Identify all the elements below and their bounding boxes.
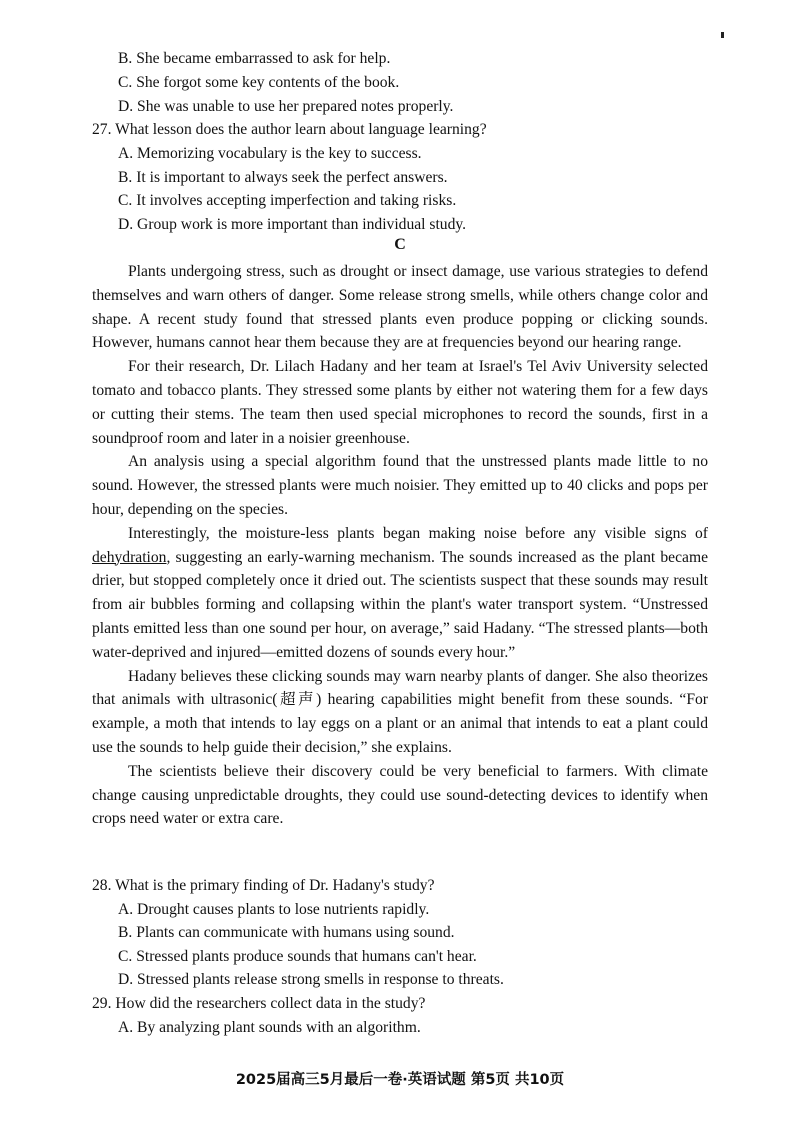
q29-stem: 29. How did the researchers collect data in the study? — [92, 995, 426, 1012]
passage-paragraph-3: An analysis using a special algorithm found that the unstressed plants made little to no sound. However, the stressed plants were much noisier. They emitted up to 40 clicks and pops per hour, depending on the species. — [92, 453, 708, 518]
q28-option-b: B. Plants can communicate with humans using sound. — [118, 924, 455, 941]
q27-option-d: D. Group work is more important than individual study. — [118, 216, 467, 233]
p4-text-before: Interestingly, the moisture-less plants began making noise before any visible signs of — [128, 524, 708, 542]
q28-option-d: D. Stressed plants release strong smells in response to threats. — [118, 971, 504, 988]
q27-option-c: C. It involves accepting imperfection and taking risks. — [118, 192, 457, 209]
passage-paragraph-2: For their research, Dr. Lilach Hadany and her team at Israel's Tel Aviv University selected tomato and tobacco plants. They stressed some plants by either not watering them for a few days or cutting their stems. The team then used special microphones to record the sounds, first in a soundproof room and later in a noisier greenhouse. — [92, 358, 708, 447]
q28-option-c: C. Stressed plants produce sounds that humans can't hear. — [118, 948, 477, 965]
passage-paragraph-4 — [92, 522, 708, 665]
q27-option-b: B. It is important to always seek the perfect answers. — [118, 169, 448, 186]
corner-mark — [721, 32, 724, 38]
section-heading: C — [394, 236, 406, 253]
passage-paragraph-1: Plants undergoing stress, such as drought or insect damage, use various strategies to defend themselves and warn others of danger. Some release strong smells, while others change color and shape. A recent study found that stressed plants even produce popping or clicking sounds. However, humans cannot hear them because they are at frequencies beyond our hearing range. — [92, 263, 708, 352]
q26-option-c: C. She forgot some key contents of the book. — [118, 74, 400, 91]
q26-option-b: B. She became embarrassed to ask for help. — [118, 50, 391, 67]
passage-paragraph-6: The scientists believe their discovery could be very beneficial to farmers. With climate change causing unpredictable droughts, they could use sound-detecting devices to identify when crops need water or extra care. — [92, 762, 708, 828]
q27-stem: 27. What lesson does the author learn about language learning? — [92, 121, 487, 138]
underlined-word: dehydration — [92, 548, 167, 566]
passage-paragraph-5: Hadany believes these clicking sounds may warn nearby plants of danger. She also theorizes that animals with ultrasonic(超声) hearing capabilities might benefit from these sounds. “For example, a moth that intends to lay eggs on a plant or an animal that intends to eat a plant could use the sounds to help guide their decision,” she explains. — [92, 667, 708, 756]
passage — [92, 260, 708, 831]
q29-option-a: A. By analyzing plant sounds with an algorithm. — [118, 1019, 421, 1036]
q28-option-a: A. Drought causes plants to lose nutrients rapidly. — [118, 901, 430, 918]
q26-option-d: D. She was unable to use her prepared notes properly. — [118, 98, 454, 115]
q27-option-a: A. Memorizing vocabulary is the key to success. — [118, 145, 422, 162]
page-footer: 2025届高三5月最后一卷·英语试题 第5页 共10页 — [235, 1072, 565, 1088]
q28-stem: 28. What is the primary finding of Dr. Hadany's study? — [92, 877, 435, 894]
p4-text-after: , suggesting an early-warning mechanism. The sounds increased as the plant became drier, but stopped completely once it dried out. The scientists suspect that these sounds may result from air bubbles forming and collapsing within the plant's water transport system. “Unstressed plants emitted less than one sound per hour, on average,” said Hadany. “The stressed plants—both water-deprived and injured—emitted dozens of sounds every hour.” — [92, 548, 708, 661]
